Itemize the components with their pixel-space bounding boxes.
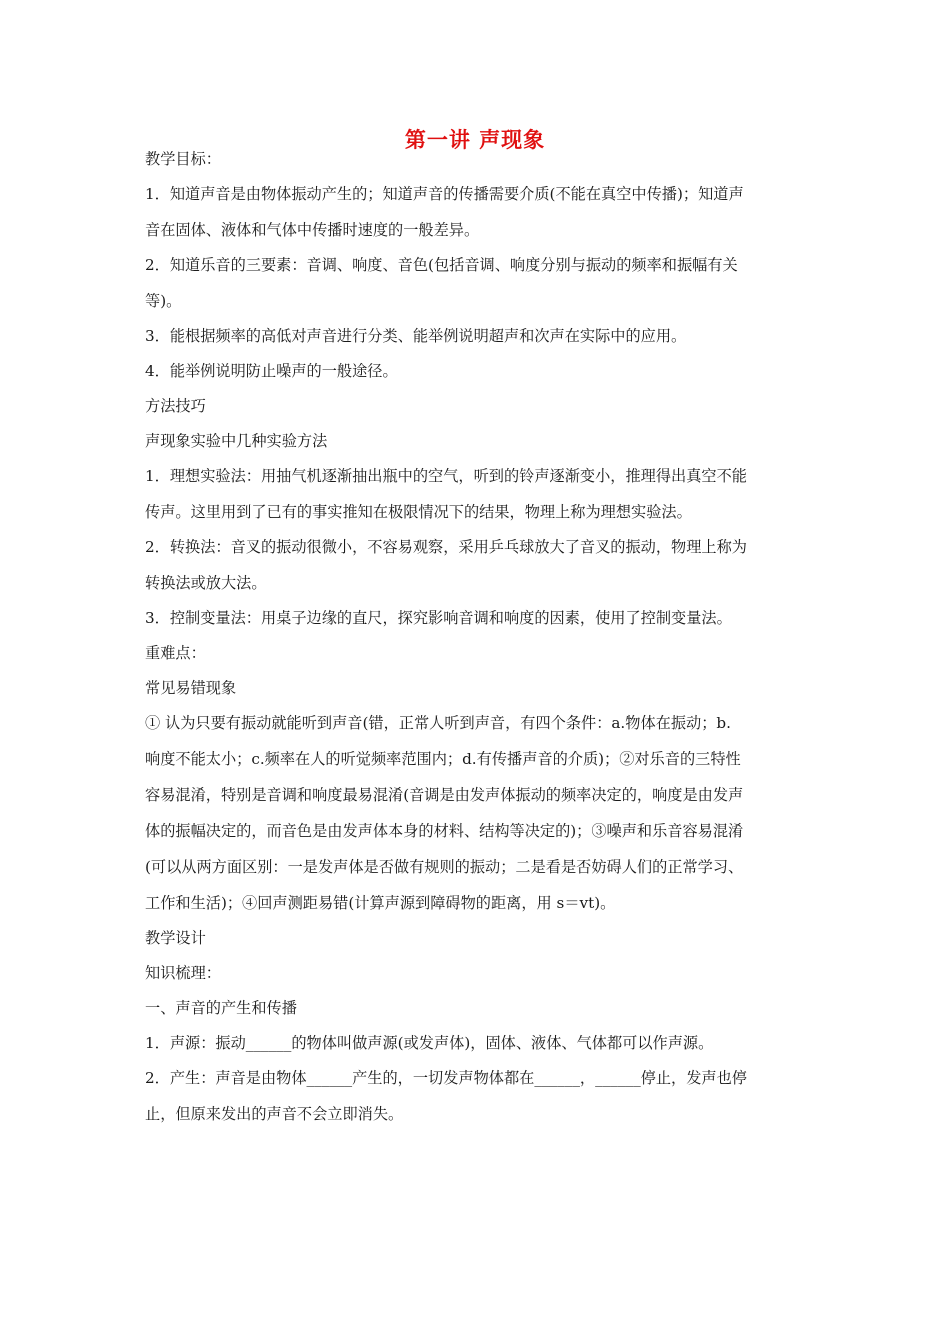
text-line: 常见易错现象	[145, 679, 237, 697]
text-line: 3．能根据频率的高低对声音进行分类、能举例说明超声和次声在实际中的应用。	[145, 327, 687, 345]
text-line: 教学目标：	[145, 150, 221, 168]
text-line: 2．转换法：音叉的振动很微小，不容易观察，采用乒乓球放大了音叉的振动，物理上称为	[145, 538, 747, 556]
text-line: 2．产生：声音是由物体______产生的，一切发声物体都在______，______停止，发声也停	[145, 1069, 747, 1087]
text-line: 等)。	[145, 292, 182, 310]
page-title: 第一讲 声现象	[404, 128, 546, 152]
text-line: 2．知道乐音的三要素：音调、响度、音色(包括音调、响度分别与振动的频率和振幅有关	[145, 256, 738, 274]
text-line: (可以从两方面区别：一是发声体是否做有规则的振动；二是看是否妨碍人们的正常学习、	[145, 858, 744, 876]
text-line: 3．控制变量法：用桌子边缘的直尺，探究影响音调和响度的因素，使用了控制变量法。	[145, 609, 732, 627]
text-line: 音在固体、液体和气体中传播时速度的一般差异。	[145, 221, 480, 239]
text-line: 容易混淆，特别是音调和响度最易混淆(音调是由发声体振动的频率决定的，响度是由发声	[145, 786, 744, 804]
text-line: 止，但原来发出的声音不会立即消失。	[145, 1105, 404, 1123]
text-line: 转换法或放大法。	[145, 574, 267, 592]
text-line: 一、声音的产生和传播	[145, 999, 297, 1017]
text-line: 知识梳理：	[145, 964, 221, 982]
text-line: 响度不能太小；c.频率在人的听觉频率范围内；d.有传播声音的介质)；②对乐音的三特性	[145, 750, 741, 768]
text-line: 1．知道声音是由物体振动产生的；知道声音的传播需要介质(不能在真空中传播)；知道声	[145, 185, 744, 203]
text-line: 教学设计	[145, 929, 206, 947]
text-line: 方法技巧	[145, 397, 206, 415]
text-line: 4．能举例说明防止噪声的一般途径。	[145, 362, 398, 380]
text-line: 体的振幅决定的，而音色是由发声体本身的材料、结构等决定的)；③噪声和乐音容易混淆	[145, 822, 744, 840]
text-line: 重难点：	[145, 644, 206, 662]
text-line: 工作和生活)；④回声测距易错(计算声源到障碍物的距离，用 s＝vt)。	[145, 894, 616, 912]
text-line: ① 认为只要有振动就能听到声音(错，正常人听到声音，有四个条件：a.物体在振动；b.	[145, 714, 731, 732]
text-line: 1．声源：振动______的物体叫做声源(或发声体)，固体、液体、气体都可以作声源。	[145, 1034, 714, 1052]
text-line: 1．理想实验法：用抽气机逐渐抽出瓶中的空气，听到的铃声逐渐变小，推理得出真空不能	[145, 467, 747, 485]
document-body	[145, 149, 810, 1124]
text-line: 传声。这里用到了已有的事实推知在极限情况下的结果，物理上称为理想实验法。	[145, 503, 692, 521]
text-line: 声现象实验中几种实验方法	[145, 432, 328, 450]
